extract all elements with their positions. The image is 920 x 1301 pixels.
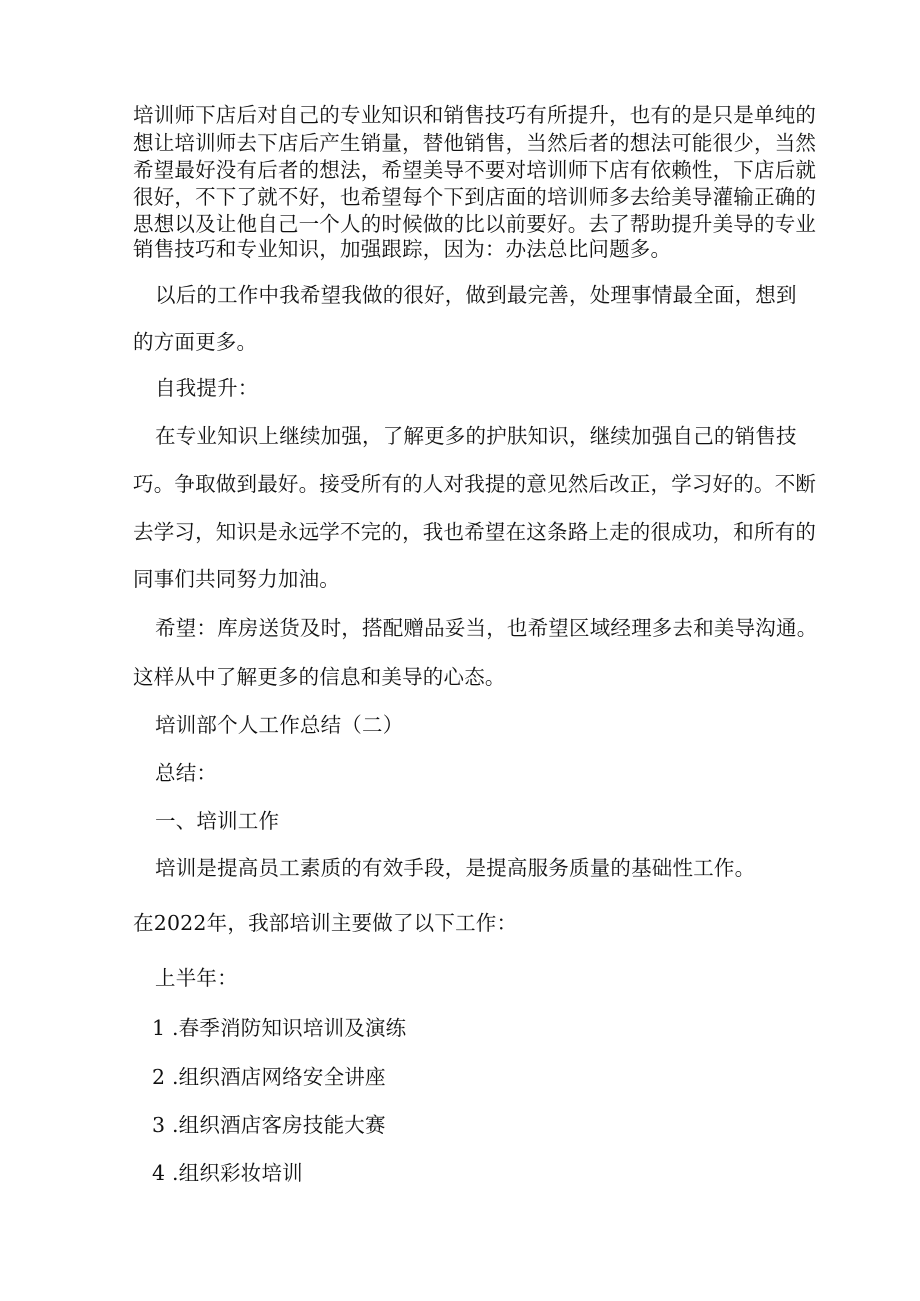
paragraph-2-line-1: 以后的工作中我希望我做的很好，做到最完善，处理事情最全面，想到 [155,283,797,307]
paragraph-3-line-4: 同事们共同努力加油。 [133,567,340,591]
self-improvement-heading: 自我提升： [155,376,259,400]
paragraph-3-line-2: 巧。争取做到最好。接受所有的人对我提的意见然后改正，学习好的。不断 [133,472,817,496]
summary-heading: 总结： [155,761,218,785]
list-item-2: 2 .组织酒店网络安全讲座 [152,1065,386,1089]
first-half-heading: 上半年： [155,966,238,990]
paragraph-3-line-1: 在专业知识上继续加强，了解更多的护肤知识，继续加强自己的销售技 [155,424,797,448]
paragraph-5-line-1: 培训是提高员工素质的有效手段，是提高服务质量的基础性工作。 [155,856,756,880]
list-item-1: 1 .春季消防知识培训及演练 [152,1016,407,1040]
section-title: 培训部个人工作总结（二） [155,713,404,737]
paragraph-4-line-1: 希望：库房送货及时，搭配赠品妥当，也希望区域经理多去和美导沟通。 [155,616,818,640]
paragraph-1-line-4: 很好，不下了就不好，也希望每个下到店面的培训师多去给美导灌输正确的 [133,185,817,209]
list-item-3: 3 .组织酒店客房技能大赛 [152,1113,386,1137]
list-item-4: 4 .组织彩妆培训 [152,1161,303,1185]
part-1-heading: 一、培训工作 [155,809,280,833]
paragraph-1-line-3: 希望最好没有后者的想法，希望美导不要对培训师下店有依赖性，下店后就 [133,158,817,182]
paragraph-1-line-6: 销售技巧和专业知识，加强跟踪，因为：办法总比问题多。 [133,237,672,261]
paragraph-2-line-2: 的方面更多。 [133,330,258,354]
paragraph-1-line-1: 培训师下店后对自己的专业知识和销售技巧有所提升，也有的是只是单纯的 [133,103,817,127]
paragraph-4-line-2: 这样从中了解更多的信息和美导的心态。 [133,665,506,689]
paragraph-1-line-2: 想让培训师去下店后产生销量，替他销售，当然后者的想法可能很少，当然 [133,131,817,155]
paragraph-1-line-5: 思想以及让他自己一个人的时候做的比以前要好。去了帮助提升美导的专业 [133,212,817,236]
paragraph-3-line-3: 去学习，知识是永远学不完的，我也希望在这条路上走的很成功，和所有的 [133,520,817,544]
paragraph-5-line-2: 在2022年，我部培训主要做了以下工作： [133,911,518,935]
